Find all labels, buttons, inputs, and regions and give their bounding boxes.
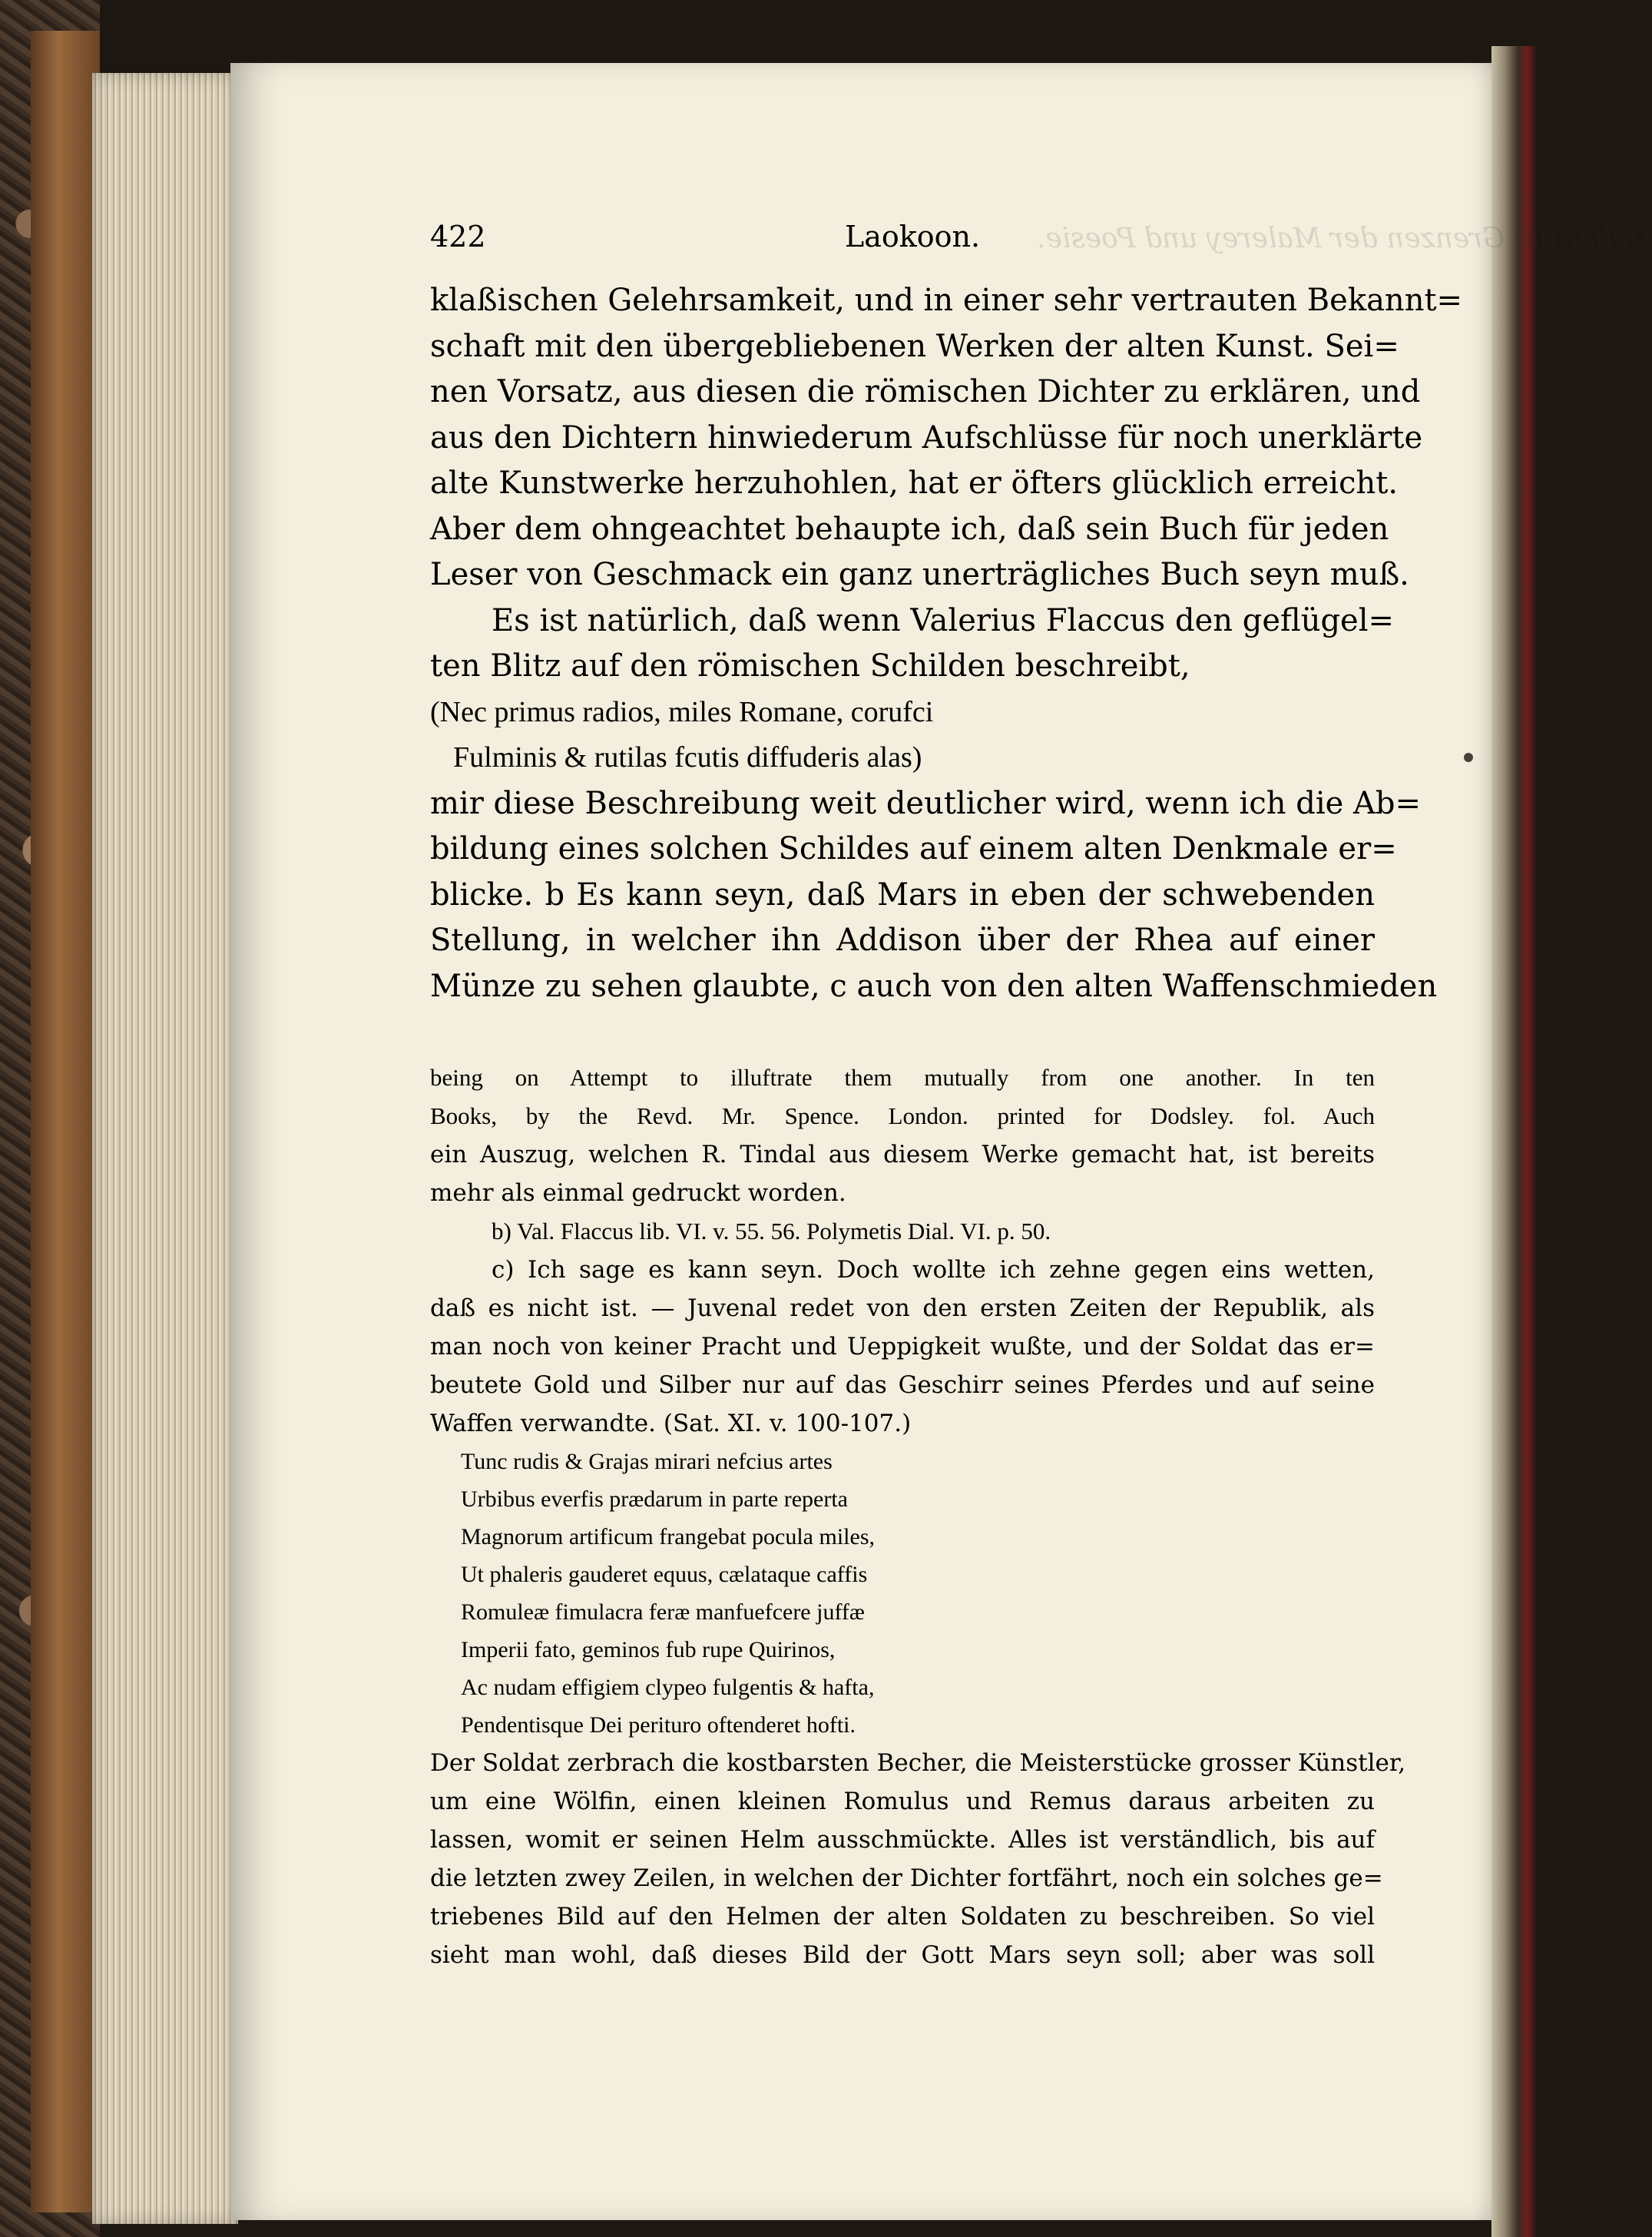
- poem-line: Ut phaleris gauderet equus, cælataque caffis: [461, 1562, 868, 1587]
- footnote-line: mehr als einmal gedruckt worden.: [430, 1179, 846, 1207]
- footnote-line: triebenes Bild auf den Helmen der alten Soldaten zu beschreiben. So viel: [430, 1903, 1375, 1930]
- text-line: nen Vorsatz, aus diesen die römischen Dichter zu erklären, und: [430, 374, 1421, 409]
- footnote-line: daß es nicht ist. — Juvenal redet von den ersten Zeiten der Republik, als: [430, 1294, 1375, 1322]
- footnote-line: lassen, womit er seinen Helm ausschmückte. Alles ist verständlich, bis auf: [430, 1826, 1375, 1854]
- poem-line: Pendentisque Dei perituro oftenderet hofti.: [461, 1712, 856, 1738]
- ink-spot: [1464, 753, 1473, 762]
- footnote-c: c) Ich sage es kann seyn. Doch wollte ich zehne gegen eins wetten,: [492, 1256, 1375, 1284]
- footnote-line: ein Auszug, welchen R. Tindal aus diesem Werke gemacht hat, ist bereits: [430, 1141, 1375, 1168]
- text-line: alte Kunstwerke herzuhohlen, hat er öfters glücklich erreicht.: [430, 466, 1399, 501]
- latin-quote-line: Fulminis & rutilas fcutis diffuderis alas): [453, 741, 922, 774]
- page-edges-stack: [92, 73, 238, 2224]
- poem-line: Romuleæ fimulacra feræ manfuefcere juffæ: [461, 1599, 865, 1625]
- poem-line: Imperii fato, geminos fub rupe Quirinos,: [461, 1637, 836, 1662]
- page-number: 422: [430, 220, 486, 254]
- text-line: bildung eines solchen Schildes auf einem alten Denkmale er=: [430, 831, 1397, 867]
- footnote-line: man noch von keiner Pracht und Ueppigkeit wußte, und der Soldat das er=: [430, 1333, 1375, 1360]
- poem-line: Ac nudam effigiem clypeo fulgentis & hafta,: [461, 1675, 875, 1700]
- footnote-line: Books, by the Revd. Mr. Spence. London. printed for Dodsley. fol. Auch: [430, 1102, 1375, 1129]
- text-line: aus den Dichtern hinwiederum Aufschlüsse für noch unerklärte: [430, 419, 1423, 456]
- footnote-line: sieht man wohl, daß dieses Bild der Gott Mars seyn soll; aber was soll: [430, 1941, 1375, 1969]
- footnote-b: b) Val. Flaccus lib. VI. v. 55. 56. Polymetis Dial. VI. p. 50.: [492, 1218, 1051, 1244]
- main-text-block: [430, 278, 1463, 1009]
- footnote-line: Der Soldat zerbrach die kostbarsten Becher, die Meisterstücke grosser Künstler,: [430, 1749, 1406, 1777]
- text-line: schaft mit den übergebliebenen Werken der alten Kunst. Sei=: [430, 328, 1399, 364]
- text-line: ten Blitz auf den römischen Schilden beschreibt,: [430, 648, 1190, 684]
- show-through-title: Ueber die Grenzen der Malerey und Poesie.: [1037, 223, 1652, 254]
- book-cover-right: [1491, 46, 1536, 2237]
- text-line: klaßischen Gelehrsamkeit, und in einer sehr vertrauten Bekannt=: [430, 283, 1463, 318]
- text-line: Es ist natürlich, daß wenn Valerius Flaccus den geflügel=: [492, 602, 1395, 638]
- text-line: mir diese Beschreibung weit deutlicher wird, wenn ich die Ab=: [430, 785, 1421, 821]
- latin-quote-line: (Nec primus radios, miles Romane, corufci: [430, 695, 934, 728]
- footnote-line: um eine Wölfin, einen kleinen Romulus und Remus daraus arbeiten zu: [430, 1788, 1375, 1815]
- text-line: blicke. b Es kann seyn, daß Mars in eben der schwebenden: [430, 877, 1375, 913]
- page-header: [430, 220, 1652, 258]
- poem-line: Magnorum artificum frangebat pocula miles,: [461, 1524, 875, 1549]
- text-line: Münze zu sehen glaubte, c auch von den alten Waffenschmieden: [430, 968, 1438, 1004]
- text-line: Leser von Geschmack ein ganz unerträgliches Buch seyn muß.: [430, 557, 1409, 592]
- footnote-line: Waffen verwandte. (Sat. XI. v. 100-107.): [430, 1410, 912, 1437]
- footnotes-block: [430, 1059, 1406, 1974]
- footnote-line: being on Attempt to illuftrate them mutually from one another. In ten: [430, 1064, 1375, 1091]
- running-title: Laokoon.: [845, 220, 981, 254]
- footnote-line: die letzten zwey Zeilen, in welchen der Dichter fortfährt, noch ein solches ge=: [430, 1864, 1383, 1892]
- poem-line: Tunc rudis & Grajas mirari nefcius artes: [461, 1449, 833, 1474]
- poem-line: Urbibus everfis prædarum in parte reperta: [461, 1486, 848, 1512]
- footnote-line: beutete Gold und Silber nur auf das Geschirr seines Pferdes und auf seine: [430, 1371, 1375, 1399]
- cover-spine-edge: [31, 31, 100, 2212]
- text-line: Aber dem ohngeachtet behaupte ich, daß sein Buch für jeden: [430, 511, 1389, 547]
- text-line: Stellung, in welcher ihn Addison über der Rhea auf einer: [430, 923, 1375, 958]
